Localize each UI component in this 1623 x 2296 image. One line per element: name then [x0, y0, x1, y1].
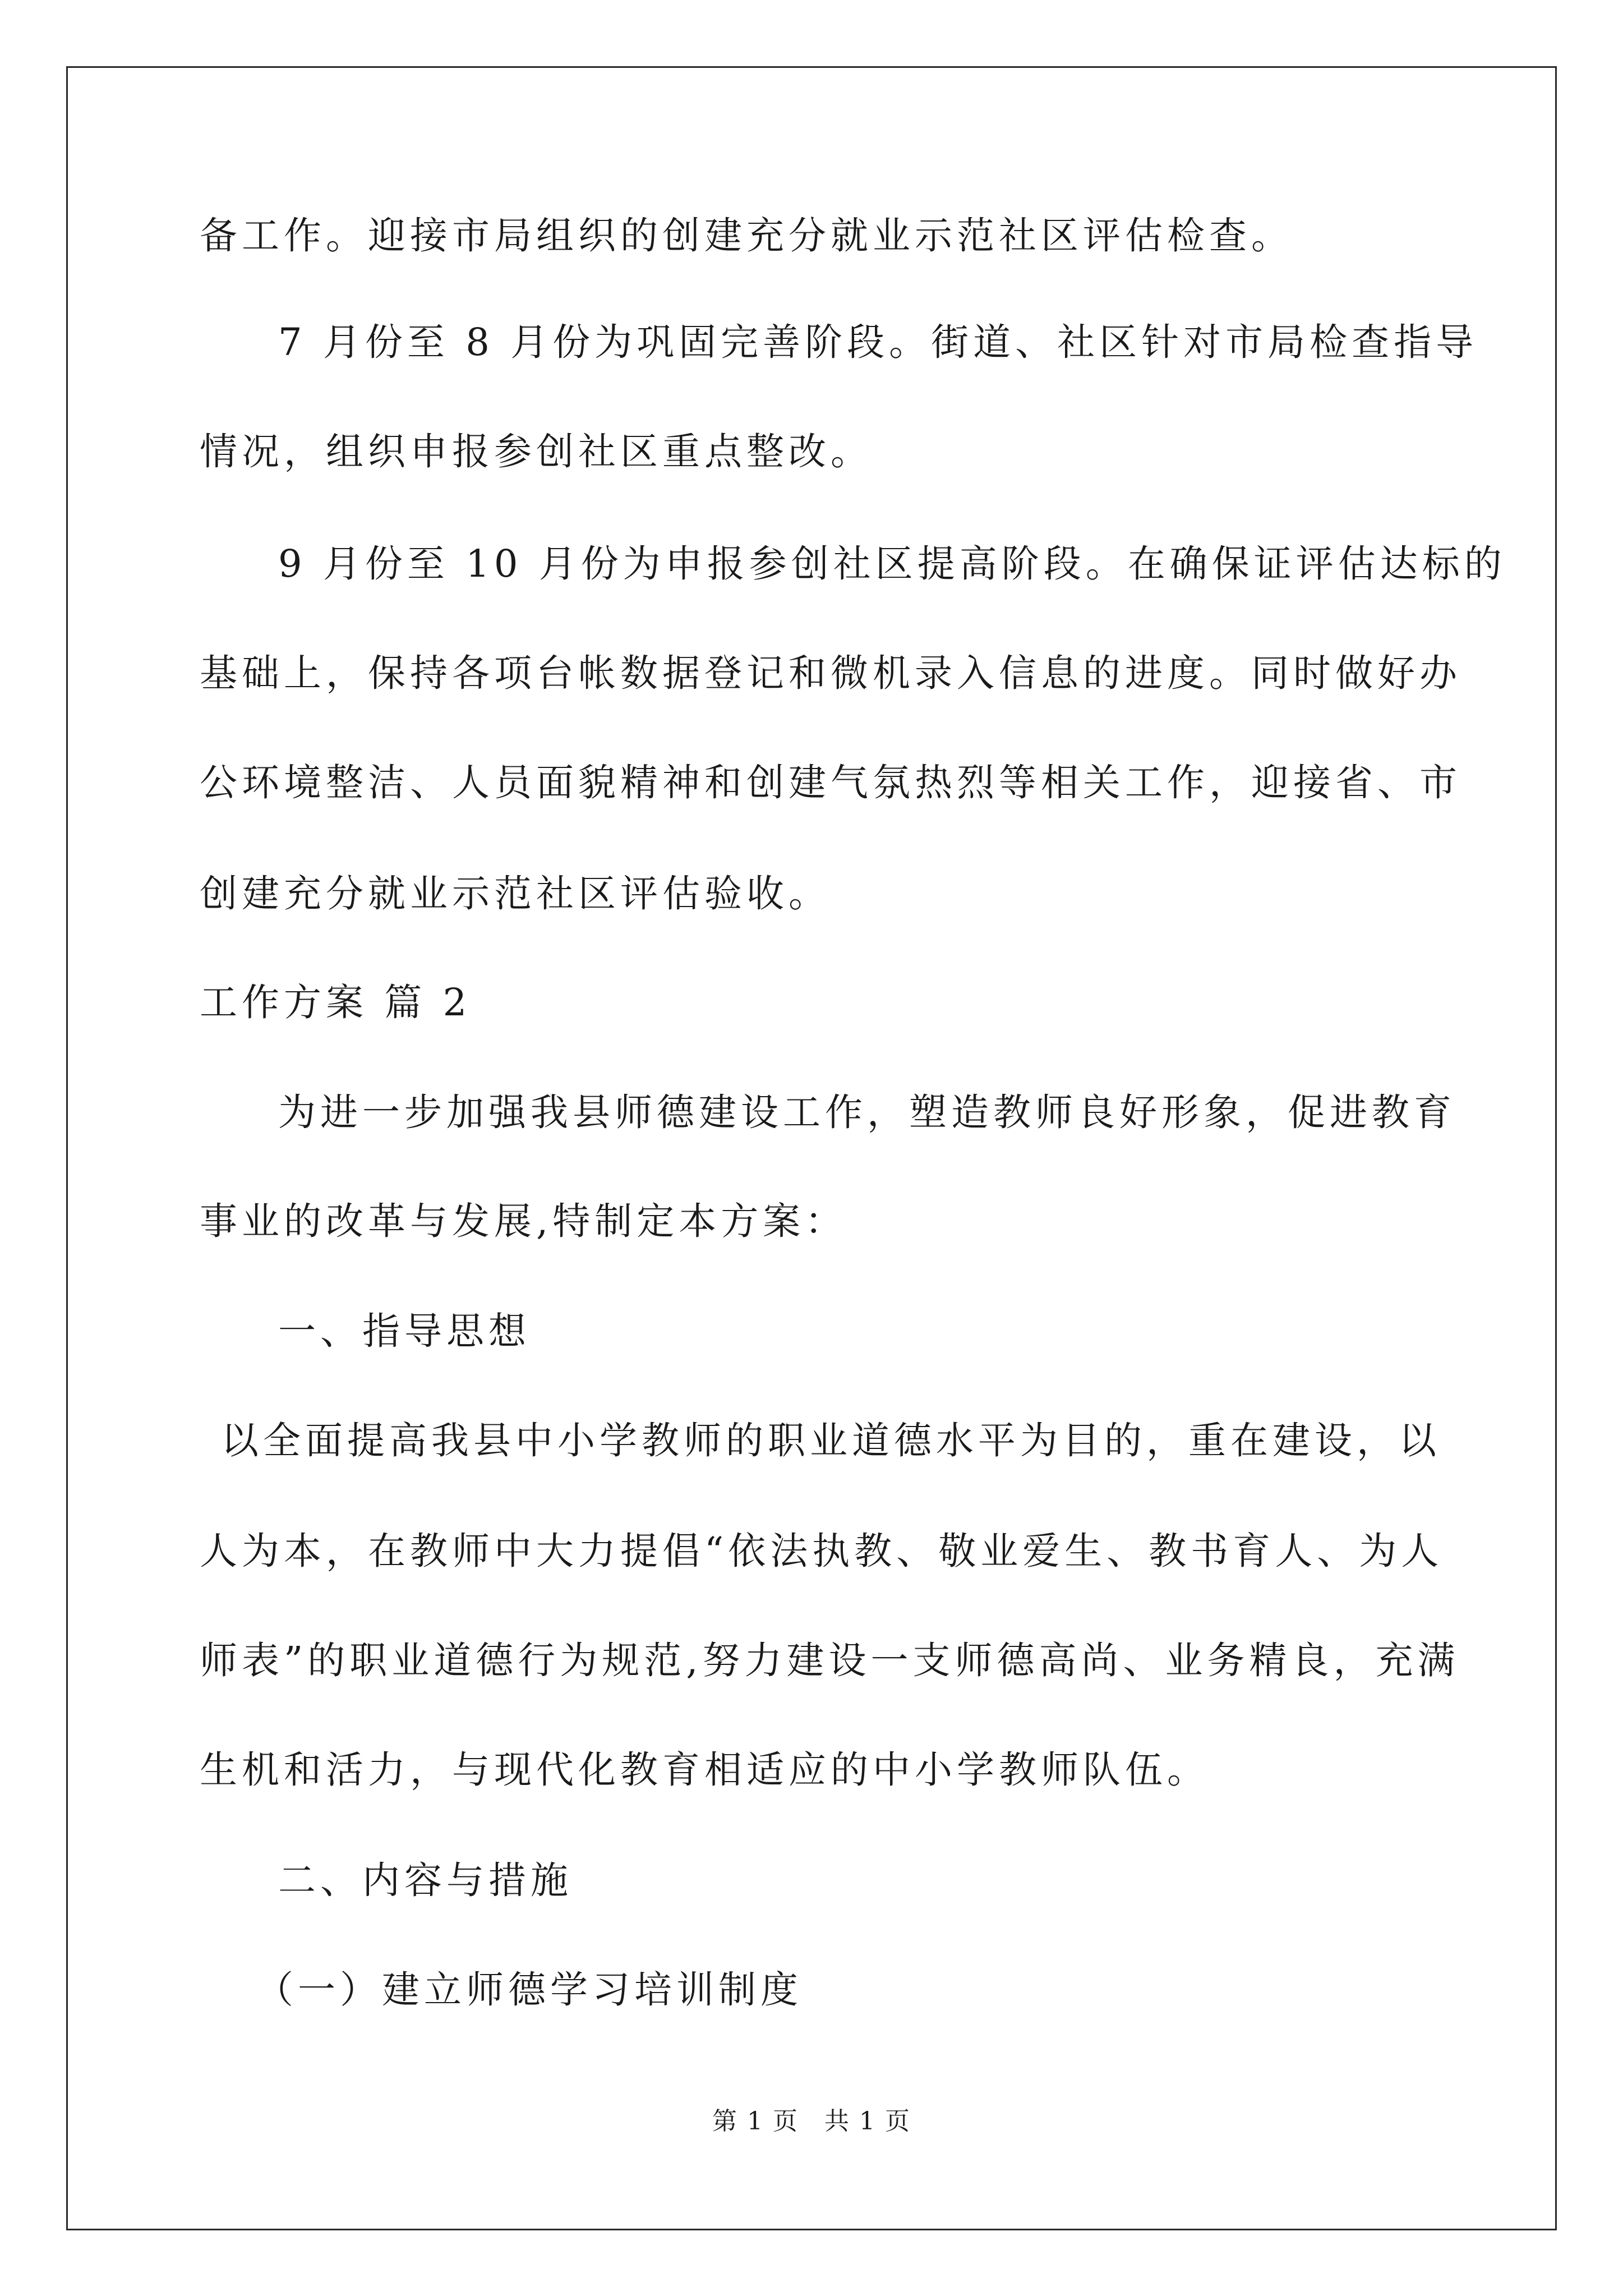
text-line: 事业的改革与发展,特制定本方案：	[200, 1199, 847, 1243]
text-line: 师表”的职业道德行为规范,努力建设一支师德高尚、业务精良，充满	[200, 1639, 1460, 1682]
subsection-heading: 一、指导思想	[278, 1309, 531, 1353]
text-line: 备工作。迎接市局组织的创建充分就业示范社区评估检查。	[200, 214, 1293, 257]
subsection-heading: 二、内容与措施	[278, 1858, 573, 1902]
text-line: 情况，组织申报参创社区重点整改。	[200, 430, 873, 473]
text-line: 为进一步加强我县师德建设工作，塑造教师良好形象，促进教育	[278, 1091, 1456, 1134]
text-line: 7 月份至 8 月份为巩固完善阶段。街道、社区针对市局检查指导	[278, 320, 1478, 364]
text-line: 生机和活力，与现代化教育相适应的中小学教师队伍。	[200, 1748, 1209, 1792]
text-line: 公环境整洁、人员面貌精神和创建气氛热烈等相关工作，迎接省、市	[200, 761, 1461, 804]
text-line: 9 月份至 10 月份为申报参创社区提高阶段。在确保证评估达标的	[278, 542, 1506, 586]
text-line: 人为本，在教师中大力提倡“依法执教、敬业爱生、教书育人、为人	[200, 1529, 1444, 1573]
text-line: 以全面提高我县中小学教师的职业道德水平为目的，重在建设，以	[221, 1419, 1441, 1462]
section-heading: 工作方案 篇 2	[200, 981, 472, 1024]
subsection-heading: （一）建立师德学习培训制度	[256, 1968, 803, 2012]
page-footer: 第 1 页 共 1 页	[712, 2107, 911, 2136]
text-line: 基础上，保持各项台帐数据登记和微机录入信息的进度。同时做好办	[200, 651, 1461, 695]
page-border	[66, 66, 1557, 2230]
text-line: 创建充分就业示范社区评估验收。	[200, 872, 831, 915]
